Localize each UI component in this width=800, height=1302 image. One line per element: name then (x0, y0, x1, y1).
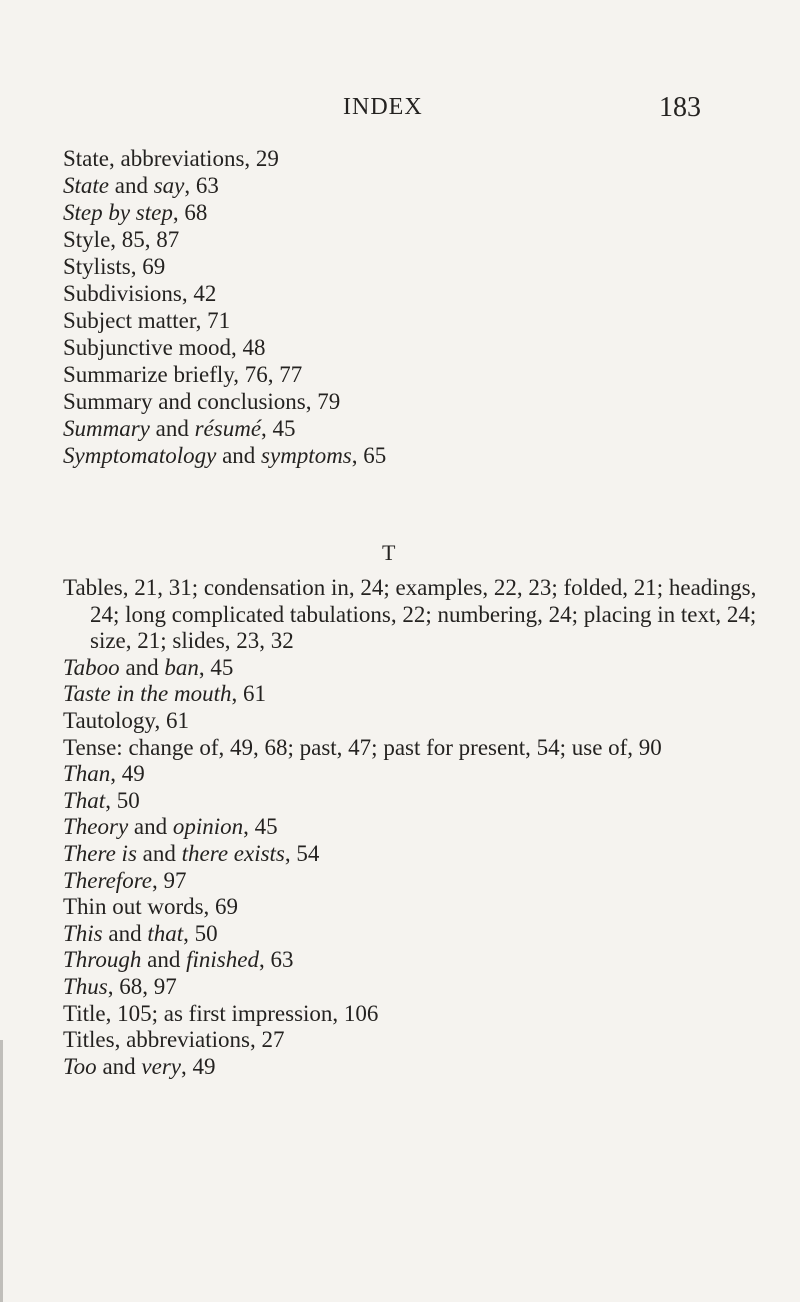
index-entry: Style, 85, 87 (63, 227, 180, 252)
index-entry: Titles, abbreviations, 27 (63, 1027, 285, 1053)
index-entry: Subject matter, 71 (63, 308, 231, 333)
index-entry: Than, 49 (63, 761, 145, 787)
index-entry: Tables, 21, 31; condensation in, 24; examples, 22, 23; folded, 21; headings, 24; long complicated tabulations, 22; numbering, 24; placing in text, 24; size, 21; slides, 23, 32 (63, 575, 757, 654)
index-entry: Summary and conclusions, 79 (63, 389, 341, 414)
index-section-t (63, 575, 763, 1080)
index-section-s (63, 145, 763, 469)
index-entry: Subjunctive mood, 48 (63, 335, 266, 360)
index-entry: This and that, 50 (63, 920, 218, 946)
index-entry: State, abbreviations, 29 (63, 146, 279, 171)
running-head (0, 92, 800, 126)
index-entry: State and say, 63 (63, 173, 219, 198)
index-entry: Subdivisions, 42 (63, 281, 217, 306)
page-number: 183 (659, 92, 701, 123)
index-entry: That, 50 (63, 787, 140, 813)
index-entry: Tense: change of, 49, 68; past, 47; past for present, 54; use of, 90 (63, 734, 662, 760)
index-entry: Summarize briefly, 76, 77 (63, 362, 303, 387)
index-entry: Taste in the mouth, 61 (63, 681, 266, 707)
index-entry: Title, 105; as first impression, 106 (63, 1000, 379, 1026)
index-entry: Tautology, 61 (63, 707, 189, 733)
index-entry: Through and finished, 63 (63, 947, 294, 973)
index-entry: Taboo and ban, 45 (63, 654, 234, 680)
index-entry: Step by step, 68 (63, 200, 208, 225)
page-edge-shadow (0, 1040, 3, 1302)
index-entry: Therefore, 97 (63, 867, 187, 893)
index-entry: Stylists, 69 (63, 254, 166, 279)
index-entry: Theory and opinion, 45 (63, 814, 278, 840)
index-entry: Thin out words, 69 (63, 894, 239, 920)
section-letter-t: T (382, 540, 396, 565)
page-title: INDEX (343, 94, 423, 120)
index-entry: Summary and résumé, 45 (63, 416, 296, 441)
index-entry: Thus, 68, 97 (63, 973, 177, 999)
index-entry: Too and very, 49 (63, 1053, 216, 1079)
index-entry: Symptomatology and symptoms, 65 (63, 443, 387, 468)
index-entry: There is and there exists, 54 (63, 840, 320, 866)
